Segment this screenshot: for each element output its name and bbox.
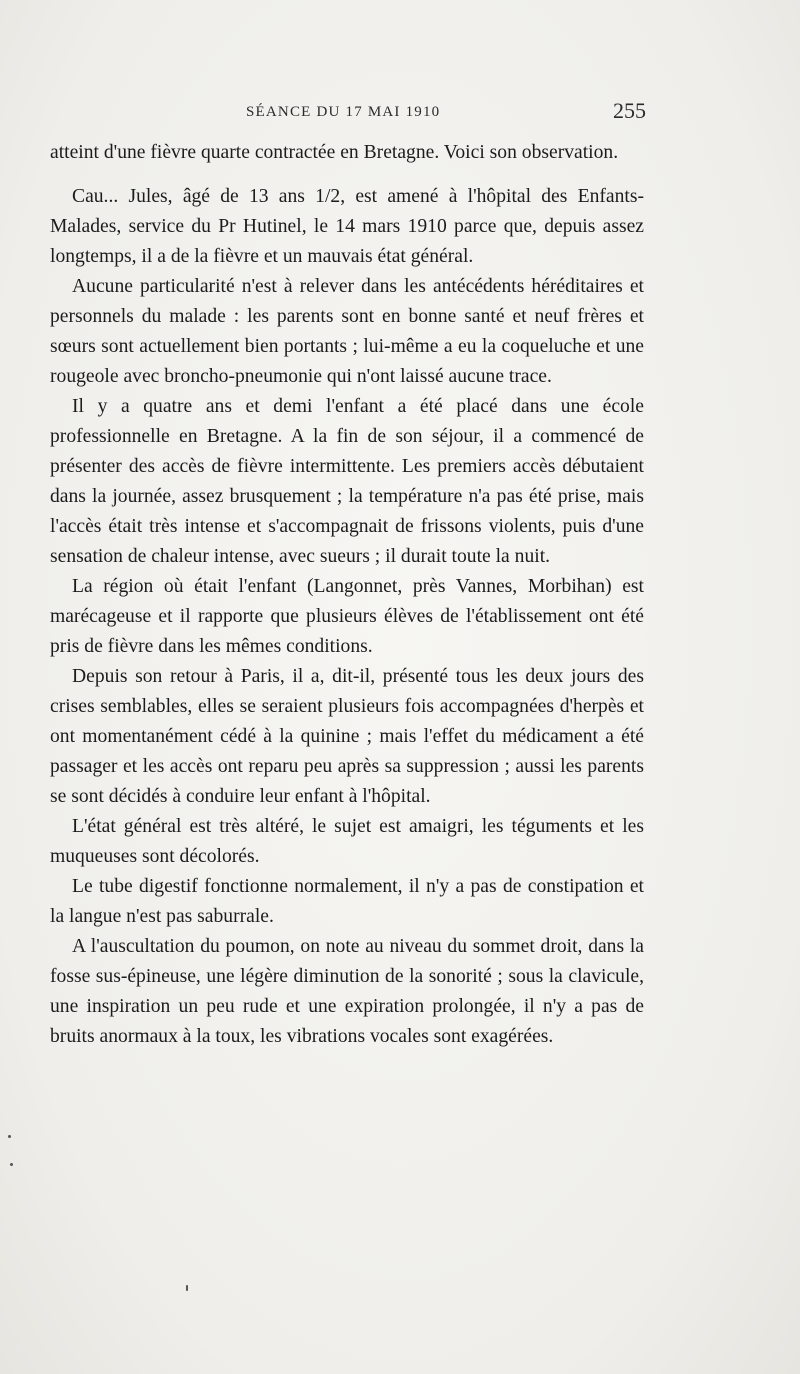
- paragraph-paris-crises: Depuis son retour à Paris, il a, dit-il, présenté tous les deux jours des crises semblables, elles se seraient plusieurs fois accompagnées d'herpès et ont momentanément cédé à la quinine ; mais l'effet du médicament a été passager et les accès ont reparu peu après sa suppression ; aussi les parents se sont décidés à conduire leur enfant à l'hôpital.: [50, 666, 644, 807]
- margin-speck: [186, 1285, 188, 1291]
- paragraph-digestive: Le tube digestif fonctionne normalement, il n'y a pas de constipation et la langue n'est pas saburrale.: [50, 876, 644, 927]
- running-head: SÉANCE DU 17 MAI 1910: [246, 104, 441, 120]
- paragraph-case-intro: Cau... Jules, âgé de 13 ans 1/2, est amené à l'hôpital des Enfants-Malades, service du Pr Hutinel, le 14 mars 1910 parce que, depuis assez longtemps, il a de la fièvre et un mauvais état général.: [50, 186, 644, 267]
- page-number: 255: [613, 98, 646, 123]
- paragraph-general-state: L'état général est très altéré, le sujet est amaigri, les téguments et les muqueuses sont décolorés.: [50, 816, 644, 867]
- paragraph-continuation: atteint d'une fièvre quarte contractée en Bretagne. Voici son observation.: [50, 142, 619, 163]
- body-text: [50, 138, 644, 1052]
- paragraph-auscultation: A l'auscultation du poumon, on note au niveau du sommet droit, dans la fosse sus-épineuse, une légère diminution de la sonorité ; sous la clavicule, une inspiration un peu rude et une expiration prolongée, il n'y a pas de bruits anormaux à la toux, les vibrations vocales sont exagérées.: [50, 936, 644, 1047]
- margin-speck: [10, 1163, 13, 1166]
- paragraph-region: La région où était l'enfant (Langonnet, près Vannes, Morbihan) est marécageuse et il rapporte que plusieurs élèves de l'établissement ont été pris de fièvre dans les mêmes conditions.: [50, 576, 644, 657]
- page-header: [50, 98, 646, 128]
- margin-speck: [8, 1135, 11, 1138]
- paragraph-history: Il y a quatre ans et demi l'enfant a été placé dans une école professionnelle en Bretagne. A la fin de son séjour, il a commencé de présenter des accès de fièvre intermittente. Les premiers accès débutaient dans la journée, assez brusquement ; la température n'a pas été prise, mais l'accès était très intense et s'accompagnait de frissons violents, puis d'une sensation de chaleur intense, avec sueurs ; il durait toute la nuit.: [50, 396, 644, 567]
- paragraph-antecedents: Aucune particularité n'est à relever dans les antécédents héréditaires et personnels du malade : les parents sont en bonne santé et neuf frères et sœurs sont actuellement bien portants ; lui-même a eu la coqueluche et une rougeole avec broncho-pneumonie qui n'ont laissé aucune trace.: [50, 276, 644, 387]
